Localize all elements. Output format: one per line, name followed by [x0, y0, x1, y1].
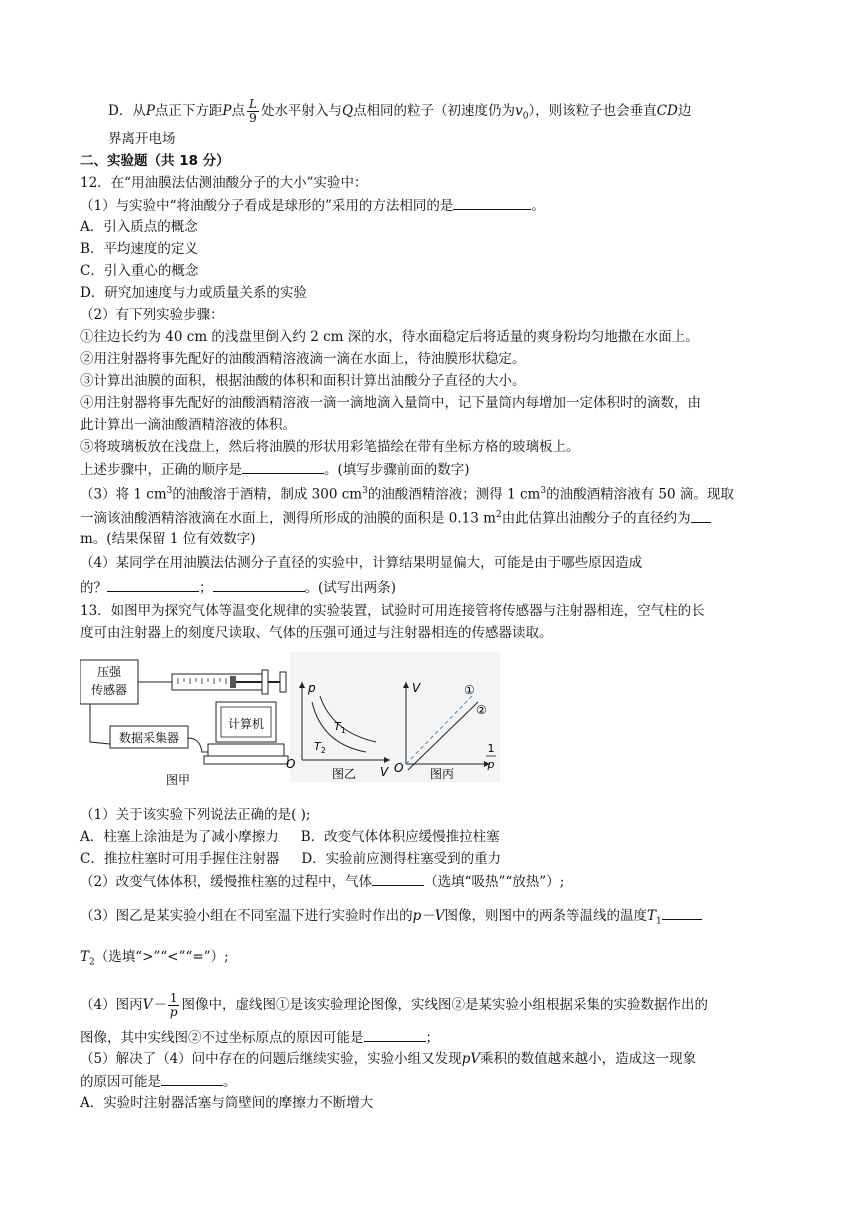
text: 的油酸酒精溶液有 50 滴。现取 — [546, 486, 734, 503]
var-p: P — [145, 103, 155, 119]
text: D．从 — [108, 103, 146, 119]
text: 的油酸溶于酒精，制成 300 cm — [172, 486, 363, 503]
var-v: v — [515, 103, 523, 119]
frac-den: 9 — [249, 111, 257, 125]
text: 上述步骤中，正确的顺序是 — [80, 462, 242, 478]
q11-option-d — [108, 98, 691, 126]
plunger-head — [230, 676, 236, 688]
math-p-v: p－V — [412, 908, 445, 924]
q13-part5 — [80, 1050, 696, 1068]
bing-x-num: 1 — [487, 742, 495, 755]
text: （4）图丙 — [80, 997, 143, 1013]
text: （3）图乙是某实验小组在不同室温下进行实验时作出的 — [80, 908, 413, 924]
q11-option-d-line2: 界离开电场 — [108, 131, 176, 147]
q13-option-a: A．柱塞上涂油是为了减小摩擦力 — [80, 829, 279, 845]
sensor-label-2: 传感器 — [90, 683, 128, 697]
q12-part4: （4）某同学在用油膜法估测分子直径的实验中，计算结果明显偏大，可能是由于哪些原因造成 — [80, 555, 643, 571]
q12-option-c: C．引入重心的概念 — [80, 263, 199, 279]
text: （2）改变气体体积，缓慢推柱塞的过程中，气体 — [80, 874, 373, 890]
math-v: V－ — [142, 997, 166, 1013]
q12-option-d: D．研究加速度与力或质量关系的实验 — [80, 285, 307, 301]
bing-v-label: V — [412, 681, 421, 695]
computer-base — [208, 744, 284, 756]
var-cd: CD — [656, 103, 678, 119]
sensor-label-1: 压强 — [96, 665, 122, 679]
t2-label: $T_2$ — [314, 740, 326, 755]
answer-blank[interactable] — [691, 509, 711, 523]
text: 处水平射入与 — [260, 103, 342, 119]
text: 。(试写出两条) — [304, 580, 397, 596]
text: （3）将 1 cm — [80, 486, 167, 503]
var-p: P — [222, 103, 232, 119]
collector-label: 数据采集器 — [118, 731, 180, 745]
q12-option-b: B．平均速度的定义 — [80, 241, 198, 257]
frac-num: 1 — [169, 991, 178, 1005]
sub: 1 — [656, 916, 662, 927]
q13-part2 — [80, 872, 564, 891]
answer-blank[interactable] — [242, 460, 324, 474]
text: 一滴该油酸酒精溶液滴在水面上，测得所形成的油膜的面积是 0.13 m — [80, 510, 496, 527]
computer-label: 计算机 — [227, 717, 265, 731]
q13-stem-line2: 度可由注射器上的刻度尺读取、气体的压强可通过与注射器相连的传感器读取。 — [80, 625, 553, 641]
caption-yi: 图乙 — [331, 767, 357, 781]
answer-blank[interactable] — [107, 578, 199, 592]
answer-blank[interactable] — [213, 578, 305, 592]
q12-part2: （2）有下列实验步骤： — [80, 307, 224, 323]
sub-0: 0 — [522, 111, 529, 122]
text: 。(填写步骤前面的数字) — [324, 462, 470, 478]
sup: 2 — [495, 510, 502, 520]
text: ； — [199, 580, 213, 596]
var-t1: T — [647, 908, 657, 924]
text: （选填“吸热”“放热”）; — [424, 874, 565, 890]
figure-yi — [286, 652, 500, 782]
bing-x-den: p — [487, 758, 495, 771]
t1-label: $T_1$ — [334, 720, 346, 735]
var-t2: T — [80, 949, 90, 965]
mark-2: ② — [476, 703, 487, 717]
q13-part5-option-a: A．实验时注射器活塞与筒壁间的摩擦力不断增大 — [80, 1095, 374, 1111]
yi-v-label: V — [380, 765, 389, 779]
text: 的？ — [80, 580, 107, 596]
q12-step-3: ③计算出油膜的面积，根据油酸的体积和面积计算出油酸分子直径的大小。 — [80, 373, 526, 389]
q13-part1: （1）关于该实验下列说法正确的是( ); — [80, 807, 311, 823]
text: （选填“>”“<”“=”）; — [94, 949, 229, 965]
text: 点正下方距 — [154, 103, 223, 119]
answer-blank[interactable] — [453, 196, 531, 210]
text: 的原因可能是 — [80, 1074, 161, 1090]
yi-origin: O — [286, 757, 296, 771]
experiment-figure — [80, 652, 500, 794]
caption-jia: 图甲 — [165, 773, 191, 787]
text: 由此估算出油酸分子的直径约为 — [501, 510, 691, 527]
text: 。 — [531, 198, 545, 214]
q13-part5-line2 — [80, 1072, 237, 1091]
text: 。 — [223, 1074, 237, 1090]
sup: 3 — [540, 486, 547, 496]
text: 乘积的数值越来越小，造成这一现象 — [480, 1051, 697, 1067]
fraction-1-over-p — [168, 992, 180, 1019]
math-pv: pV — [461, 1051, 481, 1067]
yi-p-label: p — [308, 681, 316, 695]
computer-stand — [204, 756, 288, 764]
q12-step-5: ⑤将玻璃板放在浅盘上，然后将油膜的形状用彩笔描绘在带有坐标方格的玻璃板上。 — [80, 439, 580, 455]
text: ； — [425, 1030, 439, 1046]
q13-option-b: B．改变气体体积应缓慢推拉柱塞 — [300, 829, 500, 845]
q13-options-ab — [80, 828, 500, 846]
answer-blank[interactable] — [662, 906, 702, 920]
answer-blank[interactable] — [364, 1028, 426, 1042]
q12-step-1: ①往边长约为 40 cm 的浅盘里倒入约 2 cm 深的水，待水面稳定后将适量的爽身粉均匀地撒在水面上。 — [80, 329, 699, 345]
text: 图像中，虚线图①是该实验理论图像，实线图②是某实验小组根据采集的实验数据作出的 — [181, 997, 708, 1013]
var-q: Q — [341, 103, 354, 119]
q12-option-a: A．引入质点的概念 — [80, 219, 198, 235]
q13-stem-line1: 13．如图甲为探究气体等温变化规律的实验装置，试验时可用连接管将传感器与注射器相连，空气柱的长 — [80, 603, 705, 619]
bing-origin: O — [394, 761, 404, 775]
answer-blank[interactable] — [372, 872, 424, 886]
frac-num: L — [249, 97, 257, 111]
q12-order — [80, 460, 470, 479]
text: （5）解决了（4）问中存在的问题后继续实验，实验小组又发现 — [80, 1051, 462, 1067]
section-title: 二、实验题（共 18 分） — [80, 153, 230, 169]
text: 的油酸酒精溶液；测得 1 cm — [367, 486, 541, 503]
mark-1: ① — [464, 683, 475, 697]
q12-step-4-cont: 此计算出一滴油酸酒精溶液的体积。 — [80, 417, 296, 433]
q12-stem: 12．在“用油膜法估测油酸分子的大小”实验中： — [80, 175, 368, 191]
figure-jia — [80, 660, 288, 787]
text: 点相同的粒子（初速度仍为 — [353, 103, 516, 119]
text: （1）与实验中“将油酸分子看成是球形的”采用的方法相同的是 — [80, 198, 454, 214]
q13-options-cd — [80, 850, 501, 868]
text: ），则该粒子也会垂直 — [528, 103, 657, 119]
text: 边 — [677, 103, 692, 119]
q13-part4 — [80, 992, 708, 1019]
answer-blank[interactable] — [161, 1072, 223, 1086]
q12-part3 — [80, 482, 734, 504]
q12-step-2: ②用注射器将事先配好的油酸酒精溶液滴一滴在水面上，待油膜形状稳定。 — [80, 351, 526, 367]
q13-part3-line2 — [80, 948, 229, 972]
text: 图像，其中实线图②不过坐标原点的原因可能是 — [80, 1030, 364, 1046]
q13-part3 — [80, 906, 702, 931]
q12-part3-line2 — [80, 506, 711, 528]
frac-den: p — [169, 1005, 178, 1019]
syringe-flange — [262, 670, 268, 694]
q12-step-4: ④用注射器将事先配好的油酸酒精溶液一滴一滴地滴入量筒中，记下量筒内每增加一定体积时的滴数，由 — [80, 395, 701, 411]
sup: 3 — [166, 486, 173, 496]
plunger-handle — [280, 672, 286, 692]
q12-part4-line2 — [80, 578, 396, 597]
q13-option-d: D．实验前应测得柱塞受到的重力 — [301, 851, 502, 867]
sup: 3 — [362, 486, 368, 496]
q13-option-c: C．推拉柱塞时可用手握住注射器 — [80, 851, 280, 867]
q12-part1 — [80, 196, 545, 215]
text: 点 — [231, 103, 246, 119]
sub: 2 — [89, 957, 95, 968]
text: 图像，则图中的两条等温线的温度 — [444, 908, 647, 924]
q13-part4-line2 — [80, 1028, 439, 1047]
caption-bing: 图丙 — [429, 767, 455, 781]
q12-part3-line3: m。(结果保留 1 位有效数字) — [80, 531, 256, 547]
cable-1 — [90, 704, 110, 744]
fraction-l-over-9 — [247, 98, 259, 125]
